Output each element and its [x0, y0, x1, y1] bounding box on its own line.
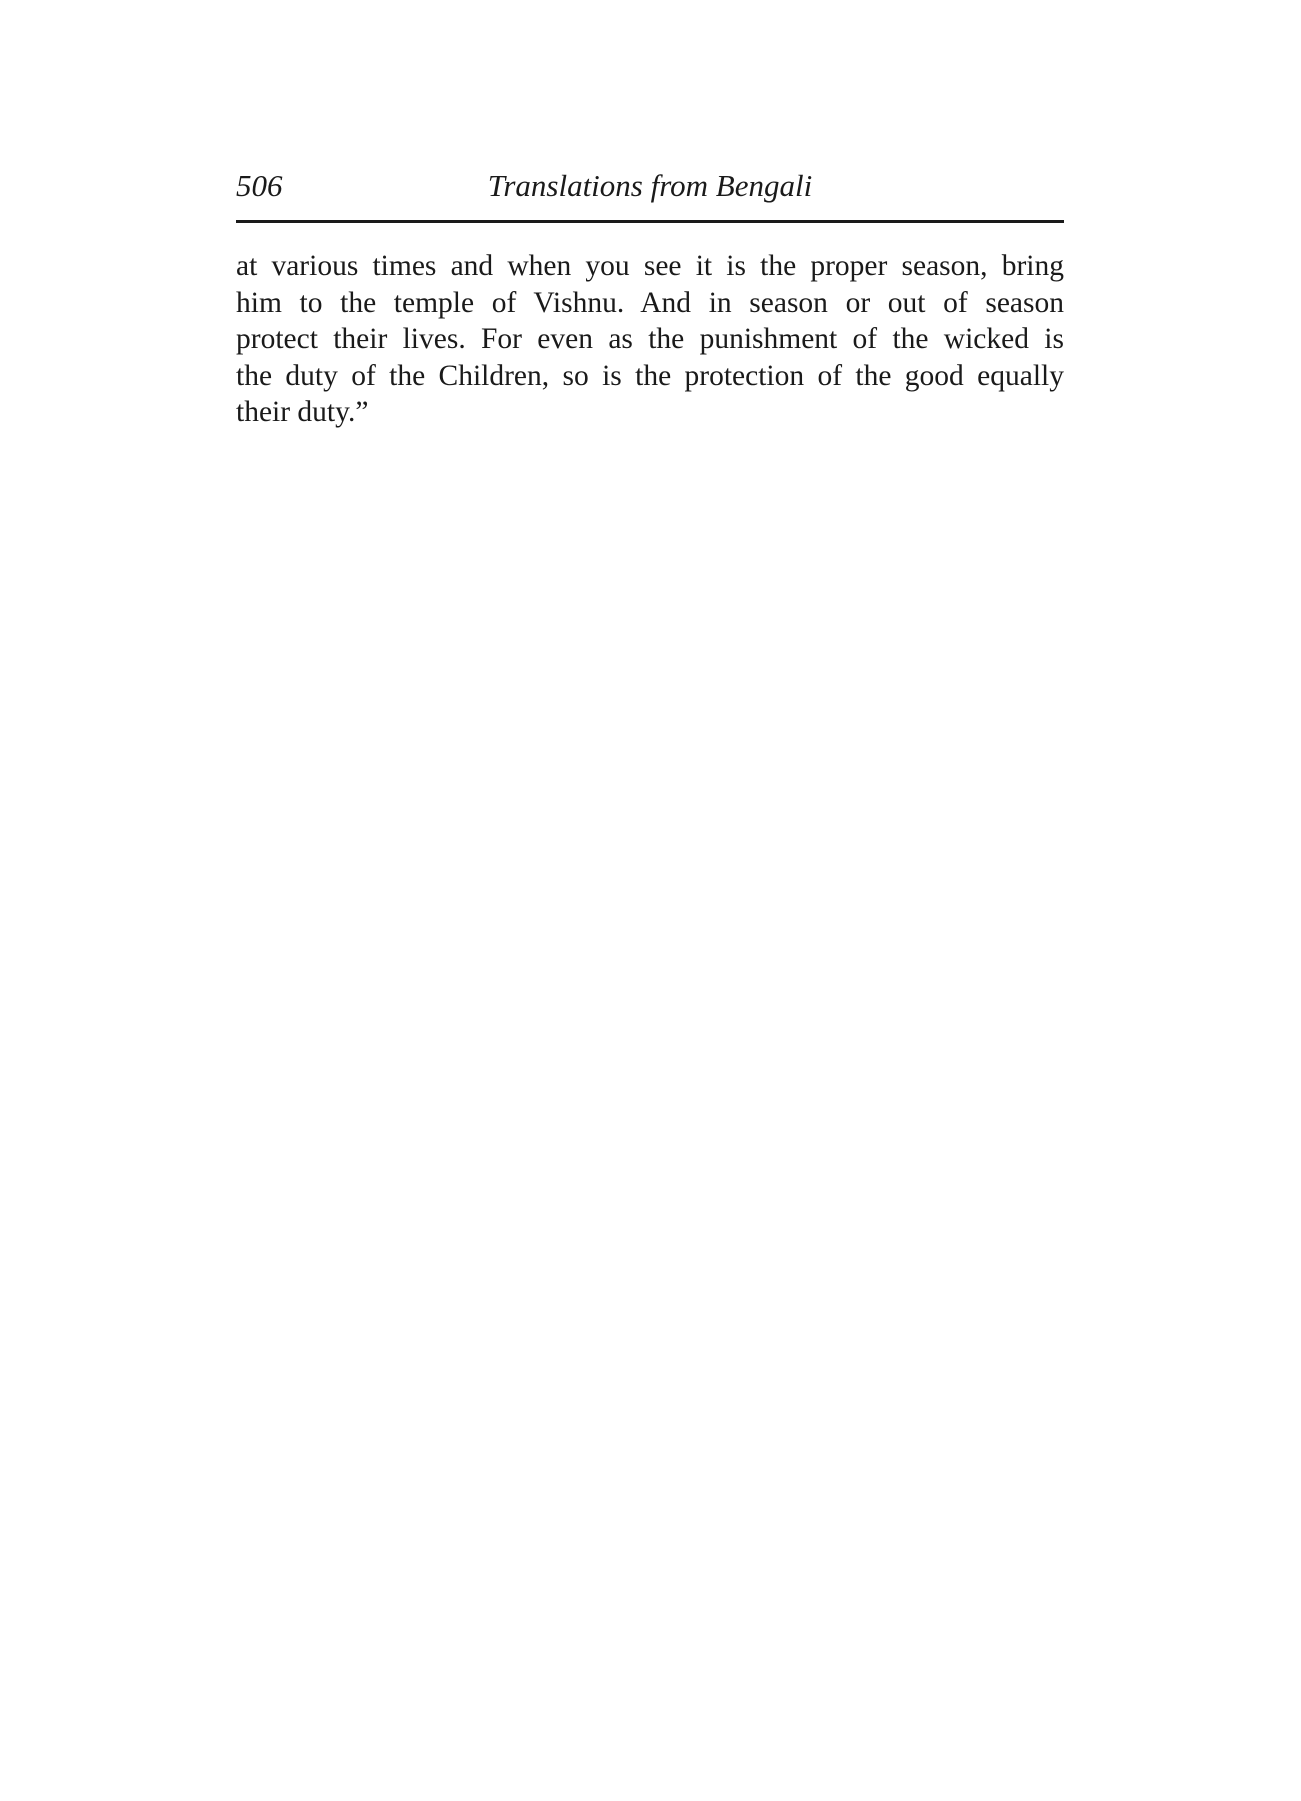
running-title: Translations from Bengali [487, 168, 813, 203]
body-line: at various times and when you see it is the proper season, bring [236, 250, 1064, 282]
page-header [236, 160, 1064, 223]
body-paragraph [236, 248, 1064, 431]
body-line: the duty of the Children, so is the protection of the good equally [236, 359, 1064, 392]
body-line: their duty.” [236, 396, 369, 428]
page-number: 506 [236, 168, 283, 203]
body-line: him to the temple of Vishnu. And in season or out of season [236, 286, 1064, 319]
body-line: protect their lives. For even as the punishment of the wicked is [236, 323, 1064, 355]
